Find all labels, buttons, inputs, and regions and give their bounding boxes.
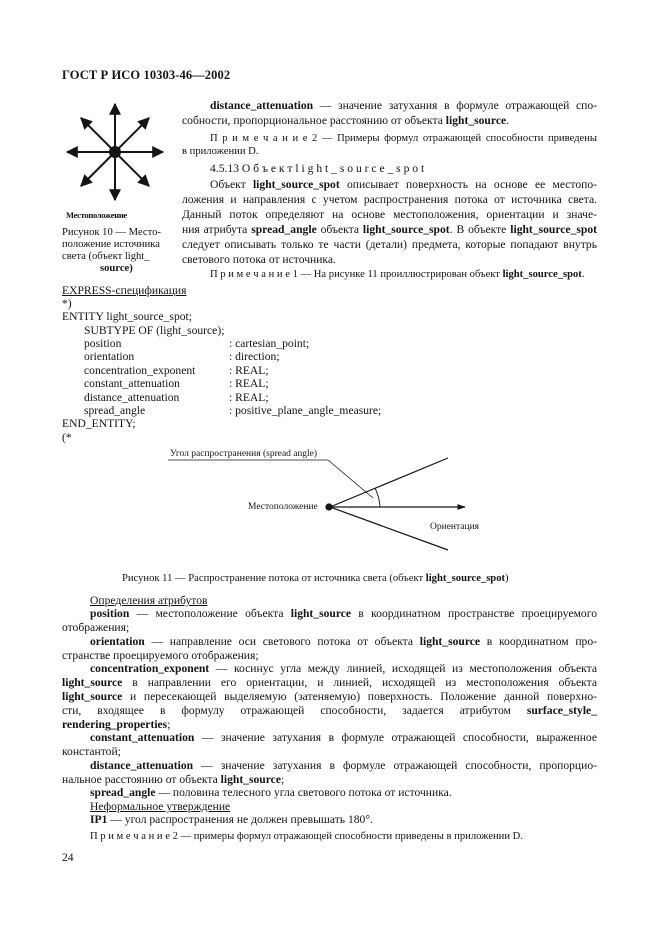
body-text-line: Объект light_source_spot описывает поверхность на основе ее местопо- xyxy=(210,178,597,191)
attribute-line: константой; xyxy=(62,745,121,758)
figure11-spread-diagram xyxy=(0,440,661,580)
body-text-line: следует описывать только те части (детали) предмета, которые попадают внутрь xyxy=(182,238,597,251)
page-number: 24 xyxy=(62,851,74,864)
body-text-line: ния атрибута spread_angle объекта light_source_spot. В объекте light_source_spot xyxy=(182,223,597,236)
section-title: О б ъ е к т l i g h t _ s o u r c e _ s p o t xyxy=(241,162,425,175)
attribute-line: orientation — направление оси светового потока от объекта light_source в координатном про- xyxy=(90,635,597,648)
body-text-line: светового потока от источника. xyxy=(182,253,336,266)
figure10-caption-line: положение источника xyxy=(62,239,160,250)
note-text-line: в приложении D. xyxy=(182,146,259,157)
figure11-caption: Рисунок 11 — Распространение потока от источника света (объект light_source_spot) xyxy=(122,573,509,584)
figure11-location-label: Местоположение xyxy=(248,502,318,512)
attribute-line: concentration_exponent — косинус угла между линией, исходящей из местоположения объекта xyxy=(90,662,597,675)
express-attr-type: : direction; xyxy=(229,350,280,363)
express-attr-name: distance_attenuation xyxy=(84,391,180,404)
figure10-star-arrows xyxy=(65,102,165,202)
attribute-line: сти, входящее в формулу отражающей способности, задается атрибутом surface_style_ xyxy=(62,704,597,717)
document-header: ГОСТ Р ИСО 10303-46—2002 xyxy=(62,68,231,82)
note-text-line: П р и м е ч а н и е 1 — На рисунке 11 проиллюстрирован объект light_source_spot. xyxy=(210,269,585,280)
attribute-line: distance_attenuation — значение затухания в формуле отражающей способности, пропорцио- xyxy=(90,759,597,772)
body-text-line: Данный поток определяют на основе местоположения, ориентации и значе- xyxy=(182,208,597,221)
express-attr-type: : positive_plane_angle_measure; xyxy=(229,404,382,417)
section-heading xyxy=(210,161,424,176)
express-attr-type: : REAL; xyxy=(229,364,269,377)
express-attr-name: concentration_exponent xyxy=(84,364,196,377)
attribute-line: rendering_properties; xyxy=(62,718,171,731)
informal-heading: Неформальное утверждение xyxy=(90,800,231,813)
attribute-line: light_source и пересекающей выделяемую (затеняемую) поверхность. Положение данной поверхно- xyxy=(62,690,597,703)
figure11-orientation-label: Ориентация xyxy=(430,522,480,532)
express-close-comment: (* xyxy=(62,431,72,444)
express-attr-name: constant_attenuation xyxy=(84,377,180,390)
express-attr-name: spread_angle xyxy=(84,404,146,417)
body-text-line: ложения и направления с учетом распространения потока от источника света. xyxy=(182,193,597,206)
attribute-line: странстве проецируемого отображения; xyxy=(62,649,259,662)
section-number: 4.5.13 xyxy=(210,162,239,175)
express-open-comment: *) xyxy=(62,297,72,310)
figure10-caption-line: света (объект light_ xyxy=(62,251,150,262)
express-subtype: SUBTYPE OF (light_source); xyxy=(84,324,225,337)
attribute-line: constant_attenuation — значение затухания в формуле отражающей способности, выраженное xyxy=(90,731,597,744)
informal-note: П р и м е ч а н и е 2 — примеры формул отражающей способности приведены в приложении D. xyxy=(90,831,523,842)
attribute-line: отображения; xyxy=(62,621,130,634)
body-text-line: собности, пропорциональное расстоянию от объекта light_source. xyxy=(182,114,510,127)
note-text-line: П р и м е ч а н и е 2 — Примеры формул отражающей способности приведены xyxy=(210,133,597,144)
attribute-line: spread_angle — половина телесного угла светового потока от источника. xyxy=(90,786,452,799)
attribute-line: light_source в направлении его ориентации, и линией, исходящей из местоположения объекта xyxy=(62,676,597,689)
attributes-heading: Определения атрибутов xyxy=(90,594,208,607)
express-attr-name: orientation xyxy=(84,350,135,363)
attribute-line: нальное расстоянию от объекта light_source; xyxy=(62,773,285,786)
express-entity: ENTITY light_source_spot; xyxy=(62,310,192,323)
body-text-line: distance_attenuation — значение затухания в формуле отражающей спо- xyxy=(210,99,597,112)
figure11-spread-label: Угол распространения (spread angle) xyxy=(170,449,318,459)
express-attr-type: : REAL; xyxy=(229,377,269,390)
express-attr-type: : cartesian_point; xyxy=(229,337,310,350)
figure10-caption-line: Рисунок 10 — Место- xyxy=(62,227,161,238)
figure10-star-label: Местоположение xyxy=(66,210,127,220)
attribute-line: position — местоположение объекта light_source в координатном пространстве проецируемого xyxy=(90,607,597,620)
express-attr-type: : REAL; xyxy=(229,391,269,404)
informal-proposition: IP1 — угол распространения не должен превышать 180°. xyxy=(90,813,373,826)
figure10-caption-line: source) xyxy=(100,263,133,274)
express-end-entity: END_ENTITY; xyxy=(62,417,136,430)
express-attr-name: position xyxy=(84,337,122,350)
express-heading: EXPRESS-спецификация xyxy=(62,284,187,297)
